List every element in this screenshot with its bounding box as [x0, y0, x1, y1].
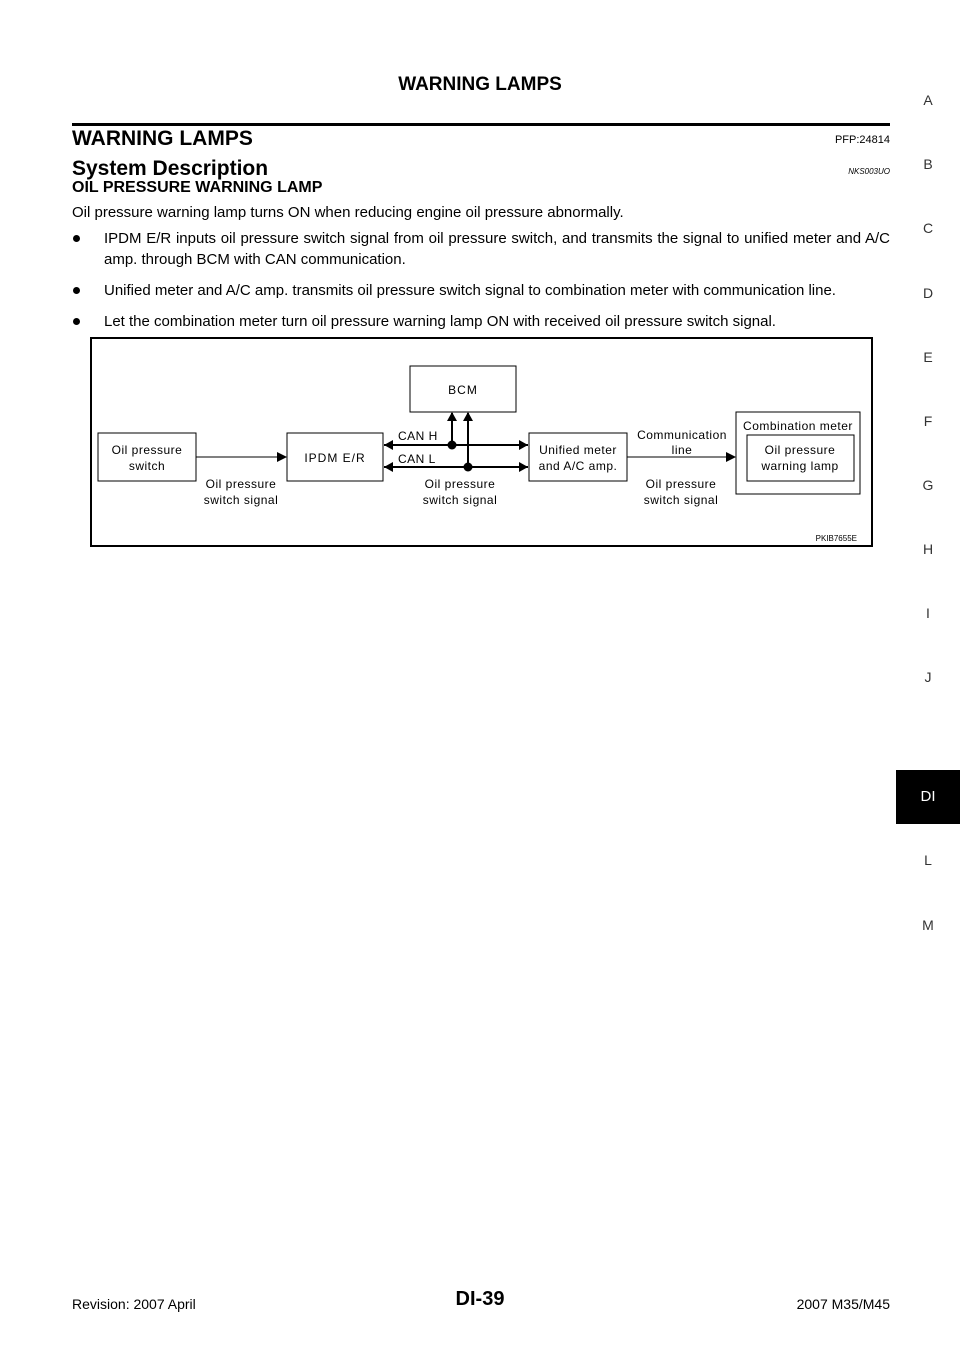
- diagram-frame: [91, 338, 872, 546]
- bcm-can-l-arrow: [463, 412, 473, 421]
- can-l-arrow-right: [519, 462, 528, 472]
- bullet-text: IPDM E/R inputs oil pressure switch signal from oil pressure switch, and transmits the signal to unified meter and A/C amp. through BCM with CAN communication.: [104, 230, 890, 268]
- warning-lamp-box: [747, 435, 854, 481]
- tab-j[interactable]: J: [924, 669, 932, 685]
- unified-meter-box: [529, 433, 627, 481]
- unified-label-1: Unified meter: [539, 443, 617, 457]
- can-h-junction: [448, 441, 457, 450]
- section-title: WARNING LAMPS: [72, 127, 253, 150]
- oil-switch-label-1: Oil pressure: [111, 443, 183, 457]
- bullet-icon: [73, 287, 80, 294]
- oil-switch-label-2: switch: [128, 459, 166, 473]
- can-l-arrow-left: [384, 462, 393, 472]
- tab-l[interactable]: L: [924, 852, 932, 868]
- can-l-label: CAN L: [398, 452, 436, 466]
- lamp-label-1: Oil pressure: [764, 443, 836, 457]
- signal3-label-1: Oil pressure: [645, 477, 717, 491]
- bullet-text: Unified meter and A/C amp. transmits oil pressure switch signal to combination meter with communication line.: [104, 282, 836, 299]
- list-item: [72, 280, 890, 301]
- tab-h[interactable]: H: [922, 541, 934, 557]
- can-h-label: CAN H: [398, 429, 438, 443]
- tab-c[interactable]: C: [922, 220, 934, 236]
- bullet-icon: [73, 235, 80, 242]
- tab-e[interactable]: E: [923, 349, 933, 365]
- section-code: PFP:24814: [834, 134, 890, 146]
- tab-f[interactable]: F: [923, 413, 933, 429]
- signal2-label-2: switch signal: [422, 493, 498, 507]
- footer-revision: Revision: 2007 April: [72, 1296, 196, 1312]
- intro-paragraph: Oil pressure warning lamp turns ON when reducing engine oil pressure abnormally.: [72, 204, 624, 221]
- comm-label-1: Communication: [637, 428, 727, 442]
- lamp-label-2: warning lamp: [761, 459, 839, 473]
- list-item: [72, 228, 890, 270]
- unified-label-2: and A/C amp.: [538, 459, 618, 473]
- bcm-can-h-arrow: [447, 412, 457, 421]
- can-l-junction: [464, 463, 473, 472]
- section-index-tabs: [896, 0, 960, 1358]
- subsubsection-title: OIL PRESSURE WARNING LAMP: [72, 179, 323, 196]
- comm-label-2: line: [671, 443, 693, 457]
- tab-di-active[interactable]: DI: [896, 770, 960, 824]
- oil-pressure-switch-box: [98, 433, 196, 481]
- subsection-title: System Description: [72, 157, 269, 180]
- ipdm-label: IPDM E/R: [304, 451, 366, 465]
- tab-d[interactable]: D: [922, 285, 934, 301]
- oil-pressure-system-diagram: [90, 337, 874, 549]
- signal2-label-1: Oil pressure: [424, 477, 496, 491]
- tab-i[interactable]: I: [926, 605, 930, 621]
- header-rule: [72, 123, 890, 126]
- can-h-arrow-right: [519, 440, 528, 450]
- tab-m[interactable]: M: [922, 917, 934, 933]
- tab-a[interactable]: A: [923, 92, 933, 108]
- footer-model: 2007 M35/M45: [796, 1296, 890, 1312]
- signal3-label-2: switch signal: [643, 493, 719, 507]
- signal1-label-2: switch signal: [203, 493, 279, 507]
- can-h-arrow-left: [384, 440, 393, 450]
- footer-page-number: DI-39: [455, 1288, 505, 1310]
- bullet-list: [72, 228, 890, 342]
- bullet-text: Let the combination meter turn oil pressure warning lamp ON with received oil pressure switch signal.: [104, 313, 776, 330]
- figure-code: PKIB7655E: [815, 534, 857, 543]
- combination-meter-label: Combination meter: [743, 419, 853, 433]
- bcm-label: BCM: [448, 383, 478, 397]
- list-item: [72, 311, 890, 332]
- signal1-label-1: Oil pressure: [205, 477, 277, 491]
- bullet-icon: [73, 318, 80, 325]
- subsection-code: NKS003UO: [848, 167, 890, 176]
- tab-b[interactable]: B: [923, 156, 933, 172]
- tab-g[interactable]: G: [922, 477, 934, 493]
- page-header-title: WARNING LAMPS: [398, 74, 562, 95]
